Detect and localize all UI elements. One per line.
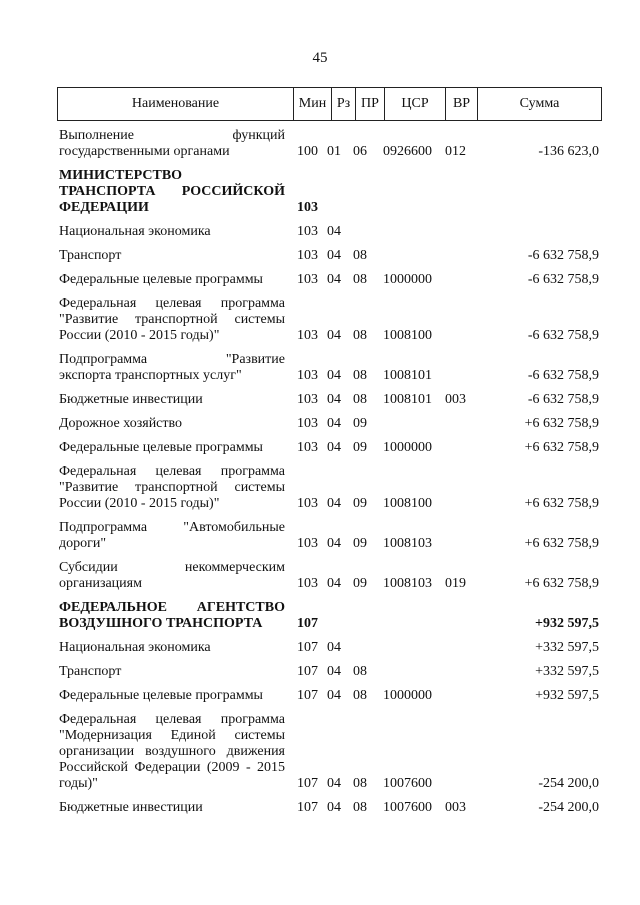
- cell-rz: 04: [327, 536, 341, 551]
- row-name: [59, 224, 285, 240]
- cell-rz: 04: [327, 248, 341, 263]
- cell-csr: 1000000: [383, 440, 432, 455]
- table-row: [59, 416, 599, 432]
- row-name-line: "Модернизация Единой системы: [59, 728, 285, 743]
- cell-sum: -6 632 758,9: [527, 328, 599, 343]
- row-name-line: Федеральные целевые программы: [59, 272, 263, 287]
- cell-csr: 1008100: [383, 328, 432, 343]
- cell-vr: 003: [445, 800, 466, 815]
- row-name-line: годы)": [59, 776, 98, 791]
- row-name: [59, 440, 285, 456]
- table-row: [59, 392, 599, 408]
- row-name-line: Подпрограмма "Автомобильные: [59, 520, 285, 535]
- table-row: [59, 296, 599, 344]
- cell-sum: -6 632 758,9: [527, 392, 599, 407]
- table-body: [59, 128, 599, 824]
- row-name: [59, 560, 285, 592]
- row-name-line: ФЕДЕРАЦИИ: [59, 200, 149, 215]
- table-row: [59, 712, 599, 792]
- row-name-line: "Развитие транспортной системы: [59, 480, 285, 495]
- row-name-line: Федеральные целевые программы: [59, 440, 263, 455]
- cell-min: 107: [297, 664, 318, 679]
- row-name-line: Национальная экономика: [59, 224, 211, 239]
- row-name: [59, 416, 285, 432]
- cell-sum: +332 597,5: [535, 664, 599, 679]
- row-name: [59, 296, 285, 344]
- row-name-line: Федеральная целевая программа: [59, 296, 285, 311]
- row-name: [59, 520, 285, 552]
- row-name-line: Бюджетные инвестиции: [59, 392, 203, 407]
- row-name-line: Субсидии некоммерческим: [59, 560, 285, 575]
- cell-csr: 1008101: [383, 368, 432, 383]
- header-vr: ВР: [446, 88, 478, 120]
- cell-sum: +6 632 758,9: [524, 536, 599, 551]
- table-row: [59, 464, 599, 512]
- cell-min: 103: [297, 248, 318, 263]
- row-name-line: организации воздушного движения: [59, 744, 285, 759]
- cell-pr: 08: [353, 328, 367, 343]
- cell-pr: 09: [353, 576, 367, 591]
- row-name-line: Выполнение функций: [59, 128, 285, 143]
- cell-sum: -136 623,0: [538, 144, 599, 159]
- row-name-line: ТРАНСПОРТА РОССИЙСКОЙ: [59, 184, 285, 199]
- cell-vr: 019: [445, 576, 466, 591]
- cell-pr: 08: [353, 664, 367, 679]
- row-name: [59, 800, 285, 816]
- cell-sum: -254 200,0: [538, 800, 599, 815]
- table-header: [57, 87, 602, 121]
- row-name: [59, 640, 285, 656]
- row-name-line: России (2010 - 2015 годы)": [59, 328, 220, 343]
- cell-rz: 04: [327, 440, 341, 455]
- row-name-line: Транспорт: [59, 248, 122, 263]
- header-min: Мин: [294, 88, 332, 120]
- row-name: [59, 272, 285, 288]
- row-name-line: Федеральные целевые программы: [59, 688, 263, 703]
- row-name-line: ВОЗДУШНОГО ТРАНСПОРТА: [59, 616, 263, 631]
- cell-sum: +6 632 758,9: [524, 576, 599, 591]
- cell-rz: 01: [327, 144, 341, 159]
- cell-pr: 08: [353, 392, 367, 407]
- table-row: [59, 248, 599, 264]
- cell-sum: +932 597,5: [535, 688, 599, 703]
- row-name-line: России (2010 - 2015 годы)": [59, 496, 220, 511]
- header-name: Наименование: [58, 88, 294, 120]
- row-name-line: Бюджетные инвестиции: [59, 800, 203, 815]
- cell-rz: 04: [327, 368, 341, 383]
- cell-sum: +6 632 758,9: [524, 440, 599, 455]
- cell-vr: 012: [445, 144, 466, 159]
- cell-rz: 04: [327, 496, 341, 511]
- cell-csr: 1000000: [383, 688, 432, 703]
- row-name-line: Подпрограмма "Развитие: [59, 352, 285, 367]
- row-name: [59, 464, 285, 512]
- cell-csr: 1000000: [383, 272, 432, 287]
- row-name-line: Транспорт: [59, 664, 122, 679]
- header-sum: Сумма: [519, 96, 560, 111]
- table-row: [59, 600, 599, 632]
- cell-pr: 06: [353, 144, 367, 159]
- cell-csr: 1008103: [383, 576, 432, 591]
- cell-min: 107: [297, 776, 318, 791]
- cell-sum: +6 632 758,9: [524, 416, 599, 431]
- cell-vr: 003: [445, 392, 466, 407]
- row-name-line: МИНИСТЕРСТВО: [59, 168, 183, 183]
- row-name-line: экспорта транспортных услуг": [59, 368, 242, 383]
- cell-min: 103: [297, 200, 318, 215]
- row-name-line: "Развитие транспортной системы: [59, 312, 285, 327]
- table-row: [59, 664, 599, 680]
- row-name: [59, 392, 285, 408]
- row-name-line: Национальная экономика: [59, 640, 211, 655]
- header-csr: ЦСР: [385, 88, 446, 120]
- cell-rz: 04: [327, 800, 341, 815]
- row-name-line: ФЕДЕРАЛЬНОЕ АГЕНТСТВО: [59, 600, 285, 615]
- cell-rz: 04: [327, 416, 341, 431]
- row-name: [59, 352, 285, 384]
- cell-rz: 04: [327, 272, 341, 287]
- cell-rz: 04: [327, 640, 341, 655]
- cell-csr: 0926600: [383, 144, 432, 159]
- cell-csr: 1008100: [383, 496, 432, 511]
- table-row: [59, 640, 599, 656]
- cell-pr: 08: [353, 272, 367, 287]
- cell-pr: 08: [353, 800, 367, 815]
- cell-pr: 08: [353, 776, 367, 791]
- table-row: [59, 800, 599, 816]
- cell-min: 103: [297, 272, 318, 287]
- cell-min: 107: [297, 688, 318, 703]
- cell-pr: 08: [353, 368, 367, 383]
- cell-pr: 09: [353, 496, 367, 511]
- cell-pr: 08: [353, 248, 367, 263]
- row-name-line: Дорожное хозяйство: [59, 416, 183, 431]
- cell-rz: 04: [327, 664, 341, 679]
- cell-pr: 08: [353, 688, 367, 703]
- row-name-line: организациям: [59, 576, 142, 591]
- header-rz: Рз: [332, 88, 356, 120]
- table-row: [59, 128, 599, 160]
- header-pr: ПР: [356, 88, 385, 120]
- cell-sum: +932 597,5: [535, 616, 599, 631]
- table-row: [59, 224, 599, 240]
- cell-min: 103: [297, 440, 318, 455]
- table-row: [59, 440, 599, 456]
- cell-sum: -6 632 758,9: [527, 368, 599, 383]
- cell-rz: 04: [327, 576, 341, 591]
- cell-min: 100: [297, 144, 318, 159]
- cell-csr: 1007600: [383, 776, 432, 791]
- cell-sum: -6 632 758,9: [527, 248, 599, 263]
- table-row: [59, 520, 599, 552]
- cell-min: 103: [297, 328, 318, 343]
- cell-min: 103: [297, 224, 318, 239]
- row-name: [59, 600, 285, 632]
- cell-sum: -254 200,0: [538, 776, 599, 791]
- cell-sum: +332 597,5: [535, 640, 599, 655]
- row-name: [59, 168, 285, 216]
- cell-pr: 09: [353, 440, 367, 455]
- cell-rz: 04: [327, 328, 341, 343]
- cell-rz: 04: [327, 688, 341, 703]
- cell-min: 103: [297, 536, 318, 551]
- cell-min: 103: [297, 392, 318, 407]
- cell-min: 107: [297, 616, 318, 631]
- cell-min: 103: [297, 368, 318, 383]
- cell-pr: 09: [353, 536, 367, 551]
- cell-min: 107: [297, 640, 318, 655]
- table-row: [59, 168, 599, 216]
- cell-rz: 04: [327, 224, 341, 239]
- row-name: [59, 688, 285, 704]
- table-row: [59, 560, 599, 592]
- cell-rz: 04: [327, 776, 341, 791]
- row-name-line: государственными органами: [59, 144, 230, 159]
- cell-csr: 1007600: [383, 800, 432, 815]
- cell-csr: 1008101: [383, 392, 432, 407]
- cell-sum: +6 632 758,9: [524, 496, 599, 511]
- row-name-line: Федеральная целевая программа: [59, 464, 285, 479]
- cell-min: 103: [297, 416, 318, 431]
- cell-min: 107: [297, 800, 318, 815]
- table-row: [59, 688, 599, 704]
- cell-rz: 04: [327, 392, 341, 407]
- cell-min: 103: [297, 496, 318, 511]
- row-name: [59, 712, 285, 792]
- table-row: [59, 352, 599, 384]
- cell-pr: 09: [353, 416, 367, 431]
- cell-sum: -6 632 758,9: [527, 272, 599, 287]
- row-name-line: дороги": [59, 536, 107, 551]
- page-number: 45: [312, 50, 328, 66]
- row-name-line: Российской Федерации (2009 - 2015: [59, 760, 285, 775]
- row-name: [59, 128, 285, 160]
- cell-csr: 1008103: [383, 536, 432, 551]
- cell-min: 103: [297, 576, 318, 591]
- table-row: [59, 272, 599, 288]
- row-name: [59, 248, 285, 264]
- row-name-line: Федеральная целевая программа: [59, 712, 285, 727]
- row-name: [59, 664, 285, 680]
